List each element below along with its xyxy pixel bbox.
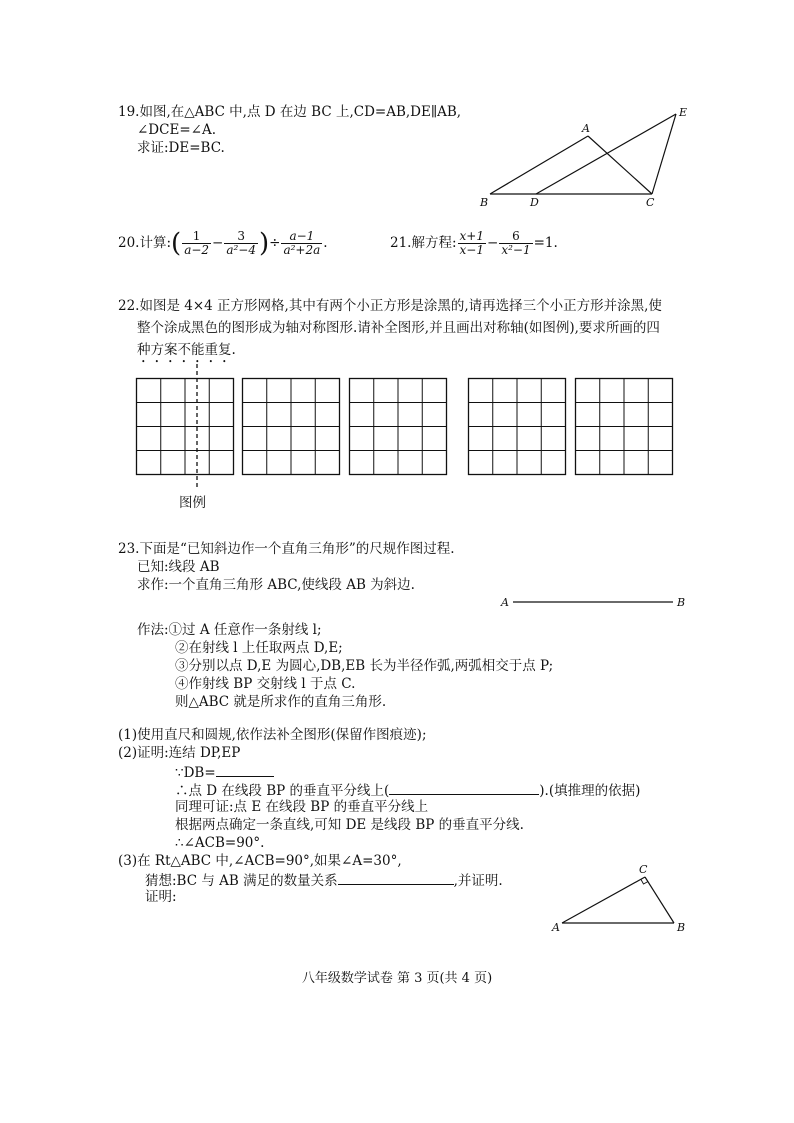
q23-method-5: 则△ABC 就是所求作的直角三角形. <box>175 694 387 710</box>
q23-tri-label-B: B <box>677 921 686 934</box>
q20-f1-num: 1 <box>182 230 211 244</box>
q20-f3-num: a−1 <box>281 230 322 244</box>
q19-line2: ∠DCE=∠A. <box>137 122 216 138</box>
q21-f2-den: x²−1 <box>501 243 531 257</box>
q21-minus: − <box>487 235 499 251</box>
q22-line3-end: . <box>231 342 236 358</box>
q23-method-1: 作法:①过 A 任意作一条射线 l; <box>137 622 322 638</box>
q21-end: =1. <box>533 235 558 251</box>
q23-seg-label-A: A <box>501 596 509 609</box>
q22-line3 <box>137 341 236 366</box>
q21-fraction-1 <box>458 230 486 257</box>
q22-line3-emphasis: 种方案不能重复 <box>137 342 232 358</box>
q23-right-triangle-figure <box>0 860 794 950</box>
q21-expression <box>390 228 558 258</box>
q19-line1: 19.如图,在△ABC 中,点 D 在边 BC 上,CD=AB,DE∥AB, <box>118 104 462 120</box>
q22-line2: 整个涂成黑色的图形成为轴对称图形.请补全图形,并且画出对称轴(如图例),要求所画的四 <box>137 320 660 336</box>
q23-part1: (1)使用直尺和圆规,依作法补全图形(保留作图痕迹); <box>118 727 427 743</box>
q23-tri-side-CB <box>645 877 674 923</box>
q23-tri-label-A: A <box>552 921 560 934</box>
q20-f2-den: a²−4 <box>226 243 256 257</box>
q22-legend-label: 图例 <box>179 495 206 511</box>
q20-open-paren: ( <box>171 228 182 259</box>
q19-label-E: E <box>679 106 688 119</box>
q23-method-3: ③分别以点 D,E 为圆心,DB,EB 长为半径作弧,两弧相交于点 P; <box>175 658 554 674</box>
q23-p2-line3-text: ∴点 D 在线段 BP 的垂直平分线上( <box>175 783 390 799</box>
q23-method-4: ④作射线 BP 交射线 l 于点 C. <box>175 676 356 692</box>
q23-p2-reason-blank[interactable] <box>389 780 539 795</box>
q23-segment-AB-figure <box>0 590 794 620</box>
q19-segment-BA <box>490 136 588 194</box>
q21-f1-den: x−1 <box>459 243 484 257</box>
q20-close-paren: ) <box>259 228 270 259</box>
q22-grid-4[interactable] <box>575 378 675 476</box>
q20-expression <box>118 228 328 259</box>
q23-p2-db-text: ∵DB= <box>175 765 216 781</box>
q23-part2-line6: ∴∠ACB=90°. <box>175 835 265 851</box>
q20-f2-num: 3 <box>224 230 258 244</box>
q23-p3-guess-text: 猜想:BC 与 AB 满足的数量关系 <box>145 873 338 889</box>
q19-line3: 求证:DE=BC. <box>137 140 225 156</box>
q23-part2-line4: 同理可证:点 E 在线段 BP 的垂直平分线上 <box>175 799 429 815</box>
q23-line1: 23.下面是“已知斜边作一个直角三角形”的尺规作图过程. <box>118 541 455 557</box>
q20-prefix: 20.计算: <box>118 235 172 251</box>
q23-part3-line3: 证明: <box>145 889 177 905</box>
q21-f2-num: 6 <box>499 230 532 244</box>
q20-fraction-2 <box>224 230 258 257</box>
q23-part2-line2 <box>175 762 274 782</box>
q19-label-D: D <box>530 196 539 209</box>
q23-task: 求作:一个直角三角形 ABC,使线段 AB 为斜边. <box>137 577 415 593</box>
q23-p2-line3-end: ).(填推理的依据) <box>539 783 641 799</box>
q23-p2-db-blank[interactable] <box>216 762 274 777</box>
q22-grid-2[interactable] <box>349 378 449 476</box>
q21-f1-num: x+1 <box>459 229 484 243</box>
q20-end: . <box>323 235 328 251</box>
q23-part3-line1: (3)在 Rt△ABC 中,∠ACB=90°,如果∠A=30°, <box>118 853 402 869</box>
q23-tri-label-C: C <box>639 863 648 876</box>
q22-line1: 22.如图是 4×4 正方形网格,其中有两个小正方形是涂黑的,请再选择三个小正方形并涂黑,使 <box>118 298 662 314</box>
q23-p3-guess-end: ,并证明. <box>453 873 503 889</box>
q23-part2-line1: (2)证明:连结 DP,EP <box>118 745 241 761</box>
q23-tri-side-AC <box>562 877 645 923</box>
q21-fraction-2 <box>499 230 532 257</box>
q23-seg-label-B: B <box>677 596 686 609</box>
q23-method-2: ②在射线 l 上任取两点 D,E; <box>175 640 343 656</box>
q19-label-A: A <box>582 122 590 135</box>
q19-label-C: C <box>646 196 655 209</box>
q22-grid-legend <box>136 378 236 476</box>
q19-triangle-figure <box>0 0 794 260</box>
q21-prefix: 21.解方程: <box>390 235 457 251</box>
q19-label-B: B <box>480 196 489 209</box>
q23-given: 已知:线段 AB <box>137 559 220 575</box>
q23-part2-line3 <box>175 780 640 800</box>
q22-grid-1[interactable] <box>242 378 342 476</box>
q20-fraction-3 <box>281 230 322 257</box>
q23-part2-line5: 根据两点确定一条直线,可知 DE 是线段 BP 的垂直平分线. <box>175 817 524 833</box>
q19-segment-AC <box>588 136 652 194</box>
q20-fraction-1 <box>182 230 211 257</box>
q20-minus: − <box>212 235 224 251</box>
q20-divide: ÷ <box>269 235 281 251</box>
q20-f3-den: a²+2a <box>283 243 321 257</box>
q20-f1-den: a−2 <box>184 243 210 257</box>
page-footer: 八年级数学试卷 第 3 页(共 4 页) <box>301 971 493 986</box>
q22-grid-3[interactable] <box>468 378 568 476</box>
